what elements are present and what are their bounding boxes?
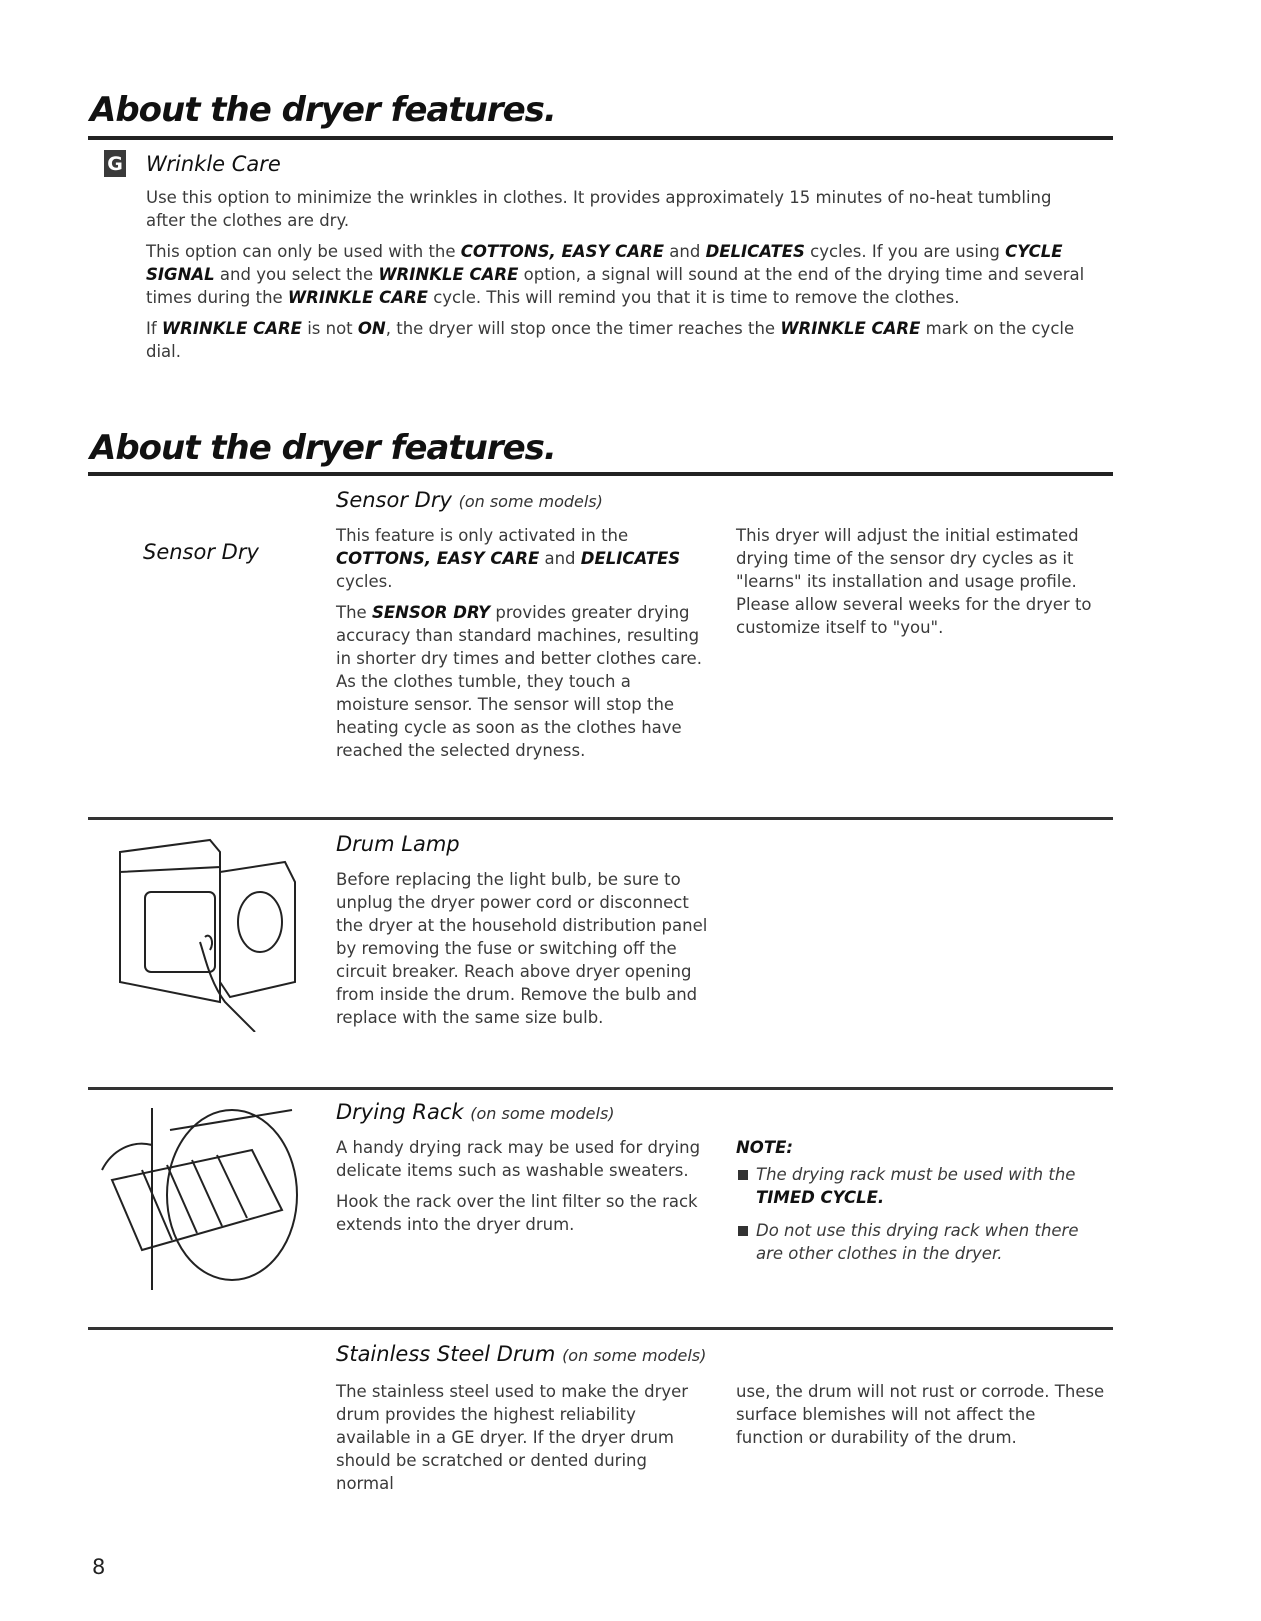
drum-lamp-heading: Drum Lamp (336, 832, 460, 856)
sensor-dry-heading: Sensor Dry (on some models) (336, 488, 603, 512)
stainless-col1 (336, 1380, 706, 1503)
page-title-1: About the dryer features. (90, 90, 556, 130)
drum-lamp-text: Before replacing the light bulb, be sure to unplug the dryer power cord or disconnect the dryer at the household distribution panel by removing the fuse or switching off the circuit breaker. Reach above dryer opening from inside the drum. Remove the bulb and replace with the same size bulb. (336, 870, 708, 1027)
dryer-body (120, 867, 220, 1002)
wrinkle-care-p2: This option can only be used with the COTTONS, EASY CARE and DELICATES cycles. If you are using CYCLE SIGNAL and you select the WRINKLE CARE option, a signal will sound at the end of the drying time and several times during the WRINKLE CARE cycle. This will remind you that it is time to remove the clothes. (146, 242, 1085, 307)
note-label: NOTE: (736, 1138, 793, 1157)
drum-lamp-illustration (110, 832, 310, 1032)
stainless-col2 (736, 1380, 1106, 1457)
drying-rack-p2: Hook the rack over the lint filter so the rack extends into the dryer drum. (336, 1192, 698, 1234)
drying-rack-p1: A handy drying rack may be used for drying delicate items such as washable sweaters. (336, 1138, 701, 1180)
title-rule-1 (88, 136, 1113, 140)
page-number: 8 (92, 1555, 106, 1579)
dryer-top (120, 840, 220, 872)
divider-stainless (88, 1327, 1113, 1330)
note-item-2: Do not use this drying rack when there are other clothes in the dryer. (736, 1219, 1106, 1265)
sensor-dry-p3: This dryer will adjust the initial estimated drying time of the sensor dry cycles as it "learns" its installation and usage profile. Please allow several weeks for the dryer to customize itself to "you". (736, 526, 1092, 637)
drying-rack-note (736, 1136, 1106, 1275)
drying-rack-illustration (92, 1100, 302, 1290)
note-item-1: The drying rack must be used with the TIMED CYCLE. (736, 1163, 1106, 1209)
rack-bars (142, 1155, 247, 1240)
page-title-2: About the dryer features. (90, 428, 556, 468)
stainless-text-2: use, the drum will not rust or corrode. These surface blemishes will not affect the function or durability of the drum. (736, 1382, 1105, 1447)
stainless-text-1: The stainless steel used to make the dryer drum provides the highest reliability available in a GE dryer. If the dryer drum should be scratched or dented during normal (336, 1382, 689, 1493)
wrinkle-care-heading: Wrinkle Care (146, 152, 281, 176)
rack-frame (112, 1150, 282, 1250)
drum-opening (167, 1110, 297, 1280)
divider-drying-rack (88, 1087, 1113, 1090)
sensor-dry-side-label: Sensor Dry (143, 540, 259, 564)
drying-rack-heading: Drying Rack (on some models) (336, 1100, 615, 1124)
sensor-dry-col2 (736, 524, 1106, 647)
door-window (238, 892, 282, 952)
wrinkle-care-body (146, 186, 1086, 371)
divider-drum-lamp (88, 817, 1113, 820)
sensor-dry-p1: This feature is only activated in the COTTONS, EASY CARE and DELICATES cycles. (336, 526, 681, 591)
bulb (205, 936, 212, 950)
wrinkle-care-p3: If WRINKLE CARE is not ON, the dryer will stop once the timer reaches the WRINKLE CARE mark on the cycle dial. (146, 319, 1075, 361)
stainless-heading: Stainless Steel Drum (on some models) (336, 1342, 707, 1366)
sensor-dry-col1 (336, 524, 706, 770)
dryer-top-edge (170, 1110, 292, 1130)
sensor-dry-p2: The SENSOR DRY provides greater drying accuracy than standard machines, resulting in shorter dry times and better clothes care. As the clothes tumble, they touch a moisture sensor. The sensor will stop the heating cycle as soon as the clothes have reached the selected dryness. (336, 603, 702, 760)
hand-outline (200, 942, 255, 1032)
section-badge: G (104, 150, 126, 177)
title-rule-2 (88, 472, 1113, 476)
wrinkle-care-p1: Use this option to minimize the wrinkles in clothes. It provides approximately 15 minutes of no-heat tumbling after the clothes are dry. (146, 188, 1052, 230)
door-edge (102, 1144, 152, 1170)
drying-rack-body (336, 1136, 716, 1244)
drum-lamp-body (336, 868, 716, 1037)
dryer-door (220, 862, 295, 997)
